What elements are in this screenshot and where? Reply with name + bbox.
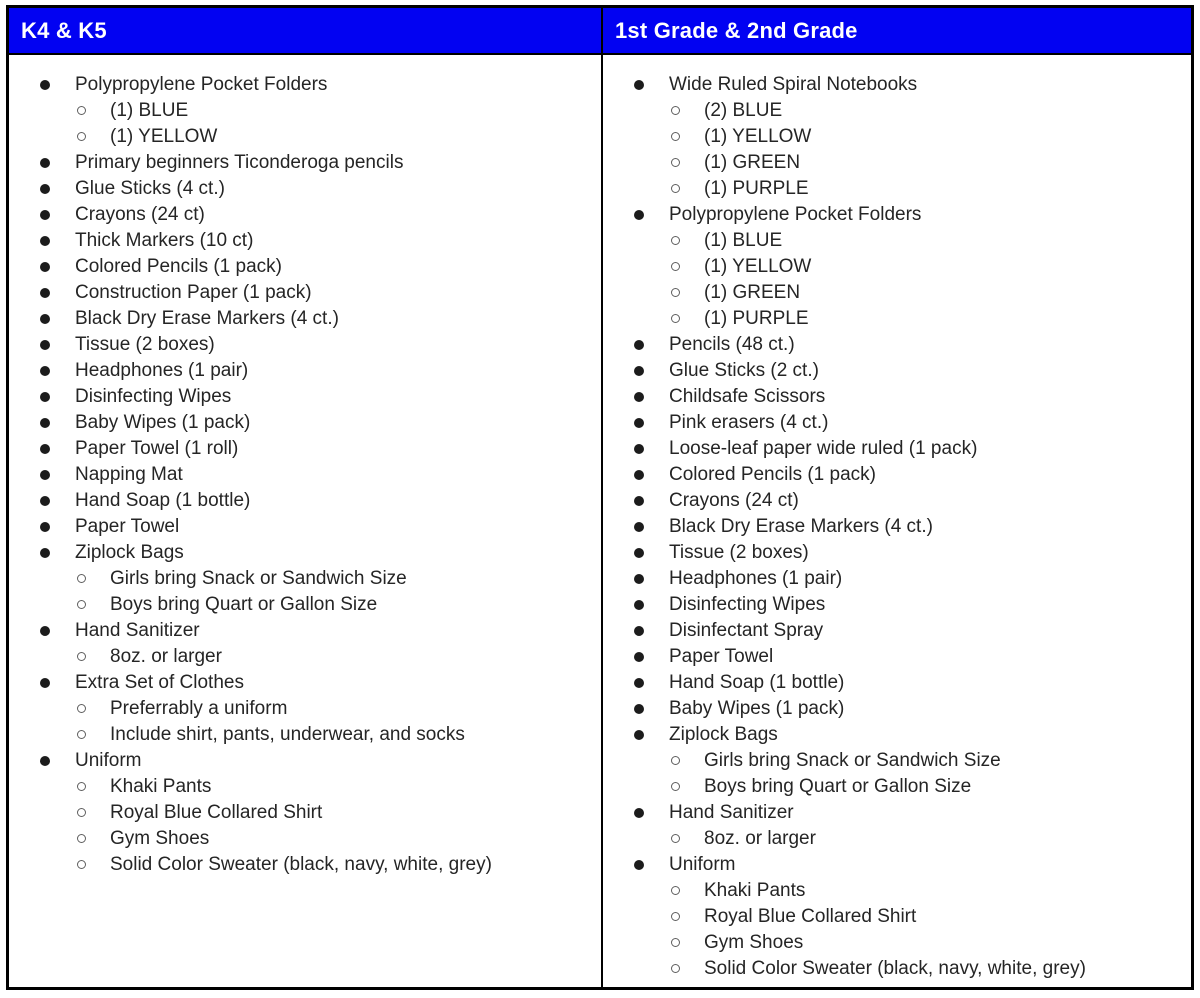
list-item-text: Glue Sticks (4 ct.): [75, 178, 225, 199]
list-item-text: Hand Soap (1 bottle): [75, 490, 251, 511]
list-item-text: Polypropylene Pocket Folders: [75, 74, 328, 95]
list-item: [603, 540, 1191, 566]
list-item: [603, 514, 1191, 540]
bullet-circle-icon: [77, 860, 86, 869]
list-item-text: (1) YELLOW: [704, 256, 812, 277]
list-item-text: (1) GREEN: [704, 152, 801, 173]
list-item-text: Black Dry Erase Markers (4 ct.): [75, 308, 339, 329]
list-item-text: Khaki Pants: [704, 880, 806, 901]
list-item: [9, 644, 601, 670]
list-item: [603, 436, 1191, 462]
bullet-disc-icon: [634, 444, 644, 454]
list-item-text: Include shirt, pants, underwear, and socks: [110, 724, 465, 745]
list-item-text: (1) GREEN: [704, 282, 801, 303]
list-item-text: (2) BLUE: [704, 100, 783, 121]
list-item: [603, 462, 1191, 488]
bullet-disc-icon: [40, 522, 50, 532]
list-item: [603, 358, 1191, 384]
list-item-text: Loose-leaf paper wide ruled (1 pack): [669, 438, 978, 459]
list-item: [9, 306, 601, 332]
list-item-text: Paper Towel: [669, 646, 774, 667]
list-item: [603, 774, 1191, 800]
bullet-circle-icon: [671, 782, 680, 791]
bullet-disc-icon: [40, 548, 50, 558]
bullet-disc-icon: [40, 470, 50, 480]
bullet-disc-icon: [634, 522, 644, 532]
list-item: [603, 904, 1191, 930]
list-item-text: Colored Pencils (1 pack): [669, 464, 876, 485]
bullet-circle-icon: [77, 600, 86, 609]
list-item-text: Headphones (1 pair): [669, 568, 843, 589]
header-cell-1st-2nd-grade: 1st Grade & 2nd Grade: [603, 8, 1191, 53]
list-item: [9, 514, 601, 540]
list-item: [603, 254, 1191, 280]
list-item-text: Gym Shoes: [704, 932, 804, 953]
list-item: [9, 592, 601, 618]
list-item: [603, 202, 1191, 228]
table-body-row: [9, 55, 1191, 987]
list-item: [603, 72, 1191, 98]
list-item: [9, 488, 601, 514]
list-item: [9, 358, 601, 384]
bullet-disc-icon: [634, 340, 644, 350]
list-item: [603, 228, 1191, 254]
list-item-text: Girls bring Snack or Sandwich Size: [704, 750, 1001, 771]
list-item: [603, 826, 1191, 852]
list-item: [603, 878, 1191, 904]
list-item-text: (1) YELLOW: [704, 126, 812, 147]
list-item: [9, 202, 601, 228]
bullet-disc-icon: [634, 470, 644, 480]
list-item-text: (1) PURPLE: [704, 308, 809, 329]
list-item-text: Napping Mat: [75, 464, 183, 485]
list-item-text: Crayons (24 ct): [75, 204, 205, 225]
list-item: [603, 592, 1191, 618]
list-item-text: Hand Sanitizer: [75, 620, 200, 641]
bullet-disc-icon: [40, 444, 50, 454]
supply-list-1st-2nd-grade: [603, 55, 1191, 987]
bullet-circle-icon: [671, 938, 680, 947]
bullet-disc-icon: [40, 340, 50, 350]
list-item: [603, 150, 1191, 176]
list-item: [9, 748, 601, 774]
bullet-circle-icon: [77, 704, 86, 713]
list-item-text: Construction Paper (1 pack): [75, 282, 312, 303]
bullet-circle-icon: [671, 756, 680, 765]
list-item-text: Solid Color Sweater (black, navy, white, grey): [704, 958, 1086, 979]
supply-list-table: [6, 5, 1194, 990]
list-item: [9, 696, 601, 722]
bullet-disc-icon: [634, 600, 644, 610]
bullet-disc-icon: [40, 366, 50, 376]
list-item-text: Uniform: [75, 750, 142, 771]
list-item-text: Ziplock Bags: [75, 542, 184, 563]
list-item-text: Crayons (24 ct): [669, 490, 799, 511]
bullet-disc-icon: [634, 652, 644, 662]
list-item: [9, 618, 601, 644]
list-item: [603, 800, 1191, 826]
list-item-text: Baby Wipes (1 pack): [669, 698, 845, 719]
bullet-circle-icon: [77, 574, 86, 583]
bullet-disc-icon: [634, 366, 644, 376]
bullet-disc-icon: [634, 860, 644, 870]
list-item: [603, 410, 1191, 436]
list-item-text: Disinfecting Wipes: [75, 386, 232, 407]
list-item-text: Royal Blue Collared Shirt: [704, 906, 917, 927]
list-item-text: Paper Towel (1 roll): [75, 438, 239, 459]
list-item: [603, 332, 1191, 358]
list-item-text: Colored Pencils (1 pack): [75, 256, 282, 277]
list-item: [9, 852, 601, 878]
bullet-disc-icon: [634, 496, 644, 506]
bullet-circle-icon: [77, 782, 86, 791]
list-item: [9, 228, 601, 254]
bullet-disc-icon: [40, 678, 50, 688]
bullet-circle-icon: [77, 730, 86, 739]
list-item-text: Pink erasers (4 ct.): [669, 412, 829, 433]
list-item-text: (1) BLUE: [110, 100, 189, 121]
bullet-disc-icon: [40, 314, 50, 324]
list-item: [9, 332, 601, 358]
list-item-text: Polypropylene Pocket Folders: [669, 204, 922, 225]
list-item: [603, 384, 1191, 410]
bullet-disc-icon: [634, 548, 644, 558]
bullet-disc-icon: [40, 158, 50, 168]
list-item-text: Preferrably a uniform: [110, 698, 288, 719]
list-item-text: Thick Markers (10 ct): [75, 230, 254, 251]
list-item-text: (1) PURPLE: [704, 178, 809, 199]
bullet-disc-icon: [634, 574, 644, 584]
bullet-disc-icon: [634, 704, 644, 714]
list-item: [9, 774, 601, 800]
bullet-disc-icon: [40, 756, 50, 766]
bullet-circle-icon: [77, 808, 86, 817]
list-item-text: Ziplock Bags: [669, 724, 778, 745]
bullet-disc-icon: [634, 808, 644, 818]
bullet-circle-icon: [671, 184, 680, 193]
list-item: [9, 384, 601, 410]
list-item: [603, 280, 1191, 306]
bullet-circle-icon: [77, 834, 86, 843]
list-item: [9, 566, 601, 592]
bullet-circle-icon: [671, 106, 680, 115]
bullet-disc-icon: [634, 678, 644, 688]
list-item: [9, 176, 601, 202]
bullet-disc-icon: [634, 418, 644, 428]
list-item-text: Tissue (2 boxes): [669, 542, 809, 563]
bullet-disc-icon: [40, 262, 50, 272]
supply-list-k4-k5: [9, 55, 603, 987]
list-item: [603, 670, 1191, 696]
list-item-text: Hand Soap (1 bottle): [669, 672, 845, 693]
list-item: [9, 670, 601, 696]
bullet-circle-icon: [671, 288, 680, 297]
list-item-text: Glue Sticks (2 ct.): [669, 360, 819, 381]
bullet-circle-icon: [671, 132, 680, 141]
bullet-circle-icon: [671, 964, 680, 973]
bullet-disc-icon: [634, 210, 644, 220]
list-item-text: (1) BLUE: [704, 230, 783, 251]
bullet-disc-icon: [40, 626, 50, 636]
bullet-circle-icon: [671, 912, 680, 921]
bullet-disc-icon: [634, 626, 644, 636]
list-item-text: Uniform: [669, 854, 736, 875]
list-item: [9, 436, 601, 462]
bullet-circle-icon: [671, 262, 680, 271]
list-item: [9, 410, 601, 436]
list-item: [603, 618, 1191, 644]
list-item: [9, 98, 601, 124]
bullet-circle-icon: [671, 314, 680, 323]
list-item: [9, 800, 601, 826]
list-item: [603, 956, 1191, 982]
list-item: [603, 566, 1191, 592]
list-item-text: Boys bring Quart or Gallon Size: [704, 776, 972, 797]
header-cell-k4-k5: K4 & K5: [9, 8, 603, 53]
list-item: [603, 176, 1191, 202]
list-item-text: 8oz. or larger: [704, 828, 816, 849]
list-item: [9, 462, 601, 488]
bullet-disc-icon: [40, 288, 50, 298]
list-item-text: Girls bring Snack or Sandwich Size: [110, 568, 407, 589]
bullet-disc-icon: [40, 392, 50, 402]
bullet-disc-icon: [634, 730, 644, 740]
list-item-text: Boys bring Quart or Gallon Size: [110, 594, 378, 615]
list-item-text: Primary beginners Ticonderoga pencils: [75, 152, 404, 173]
list-item: [603, 696, 1191, 722]
bullet-disc-icon: [40, 184, 50, 194]
list-item: [603, 644, 1191, 670]
list-item-text: Childsafe Scissors: [669, 386, 826, 407]
list-item: [603, 488, 1191, 514]
list-item: [9, 722, 601, 748]
list-item: [9, 280, 601, 306]
list-item: [603, 930, 1191, 956]
list-item: [9, 124, 601, 150]
bullet-circle-icon: [671, 236, 680, 245]
list-item-text: Extra Set of Clothes: [75, 672, 244, 693]
bullet-circle-icon: [77, 132, 86, 141]
list-item-text: Royal Blue Collared Shirt: [110, 802, 323, 823]
bullet-disc-icon: [40, 496, 50, 506]
bullet-circle-icon: [671, 834, 680, 843]
list-item: [603, 722, 1191, 748]
list-item: [603, 306, 1191, 332]
list-item-text: Gym Shoes: [110, 828, 210, 849]
bullet-disc-icon: [40, 236, 50, 246]
list-item-text: Solid Color Sweater (black, navy, white, grey): [110, 854, 492, 875]
list-item-text: Wide Ruled Spiral Notebooks: [669, 74, 918, 95]
list-item-text: Paper Towel: [75, 516, 180, 537]
list-item-text: Tissue (2 boxes): [75, 334, 215, 355]
list-item-text: Pencils (48 ct.): [669, 334, 795, 355]
list-item: [9, 150, 601, 176]
list-item-text: 8oz. or larger: [110, 646, 222, 667]
bullet-circle-icon: [671, 886, 680, 895]
list-item-text: Disinfecting Wipes: [669, 594, 826, 615]
list-item: [9, 72, 601, 98]
bullet-disc-icon: [634, 80, 644, 90]
list-item-text: (1) YELLOW: [110, 126, 218, 147]
list-item-text: Khaki Pants: [110, 776, 212, 797]
bullet-disc-icon: [634, 392, 644, 402]
list-item-text: Baby Wipes (1 pack): [75, 412, 251, 433]
list-item-text: Disinfectant Spray: [669, 620, 824, 641]
list-item-text: Headphones (1 pair): [75, 360, 249, 381]
bullet-disc-icon: [40, 210, 50, 220]
table-header-row: [9, 8, 1191, 55]
list-item: [603, 852, 1191, 878]
bullet-disc-icon: [40, 80, 50, 90]
list-item: [603, 748, 1191, 774]
list-item: [9, 826, 601, 852]
list-item: [9, 540, 601, 566]
list-item: [603, 98, 1191, 124]
bullet-disc-icon: [40, 418, 50, 428]
bullet-circle-icon: [671, 158, 680, 167]
list-item: [603, 124, 1191, 150]
list-item: [9, 254, 601, 280]
list-item-text: Black Dry Erase Markers (4 ct.): [669, 516, 933, 537]
list-item-text: Hand Sanitizer: [669, 802, 794, 823]
bullet-circle-icon: [77, 652, 86, 661]
bullet-circle-icon: [77, 106, 86, 115]
